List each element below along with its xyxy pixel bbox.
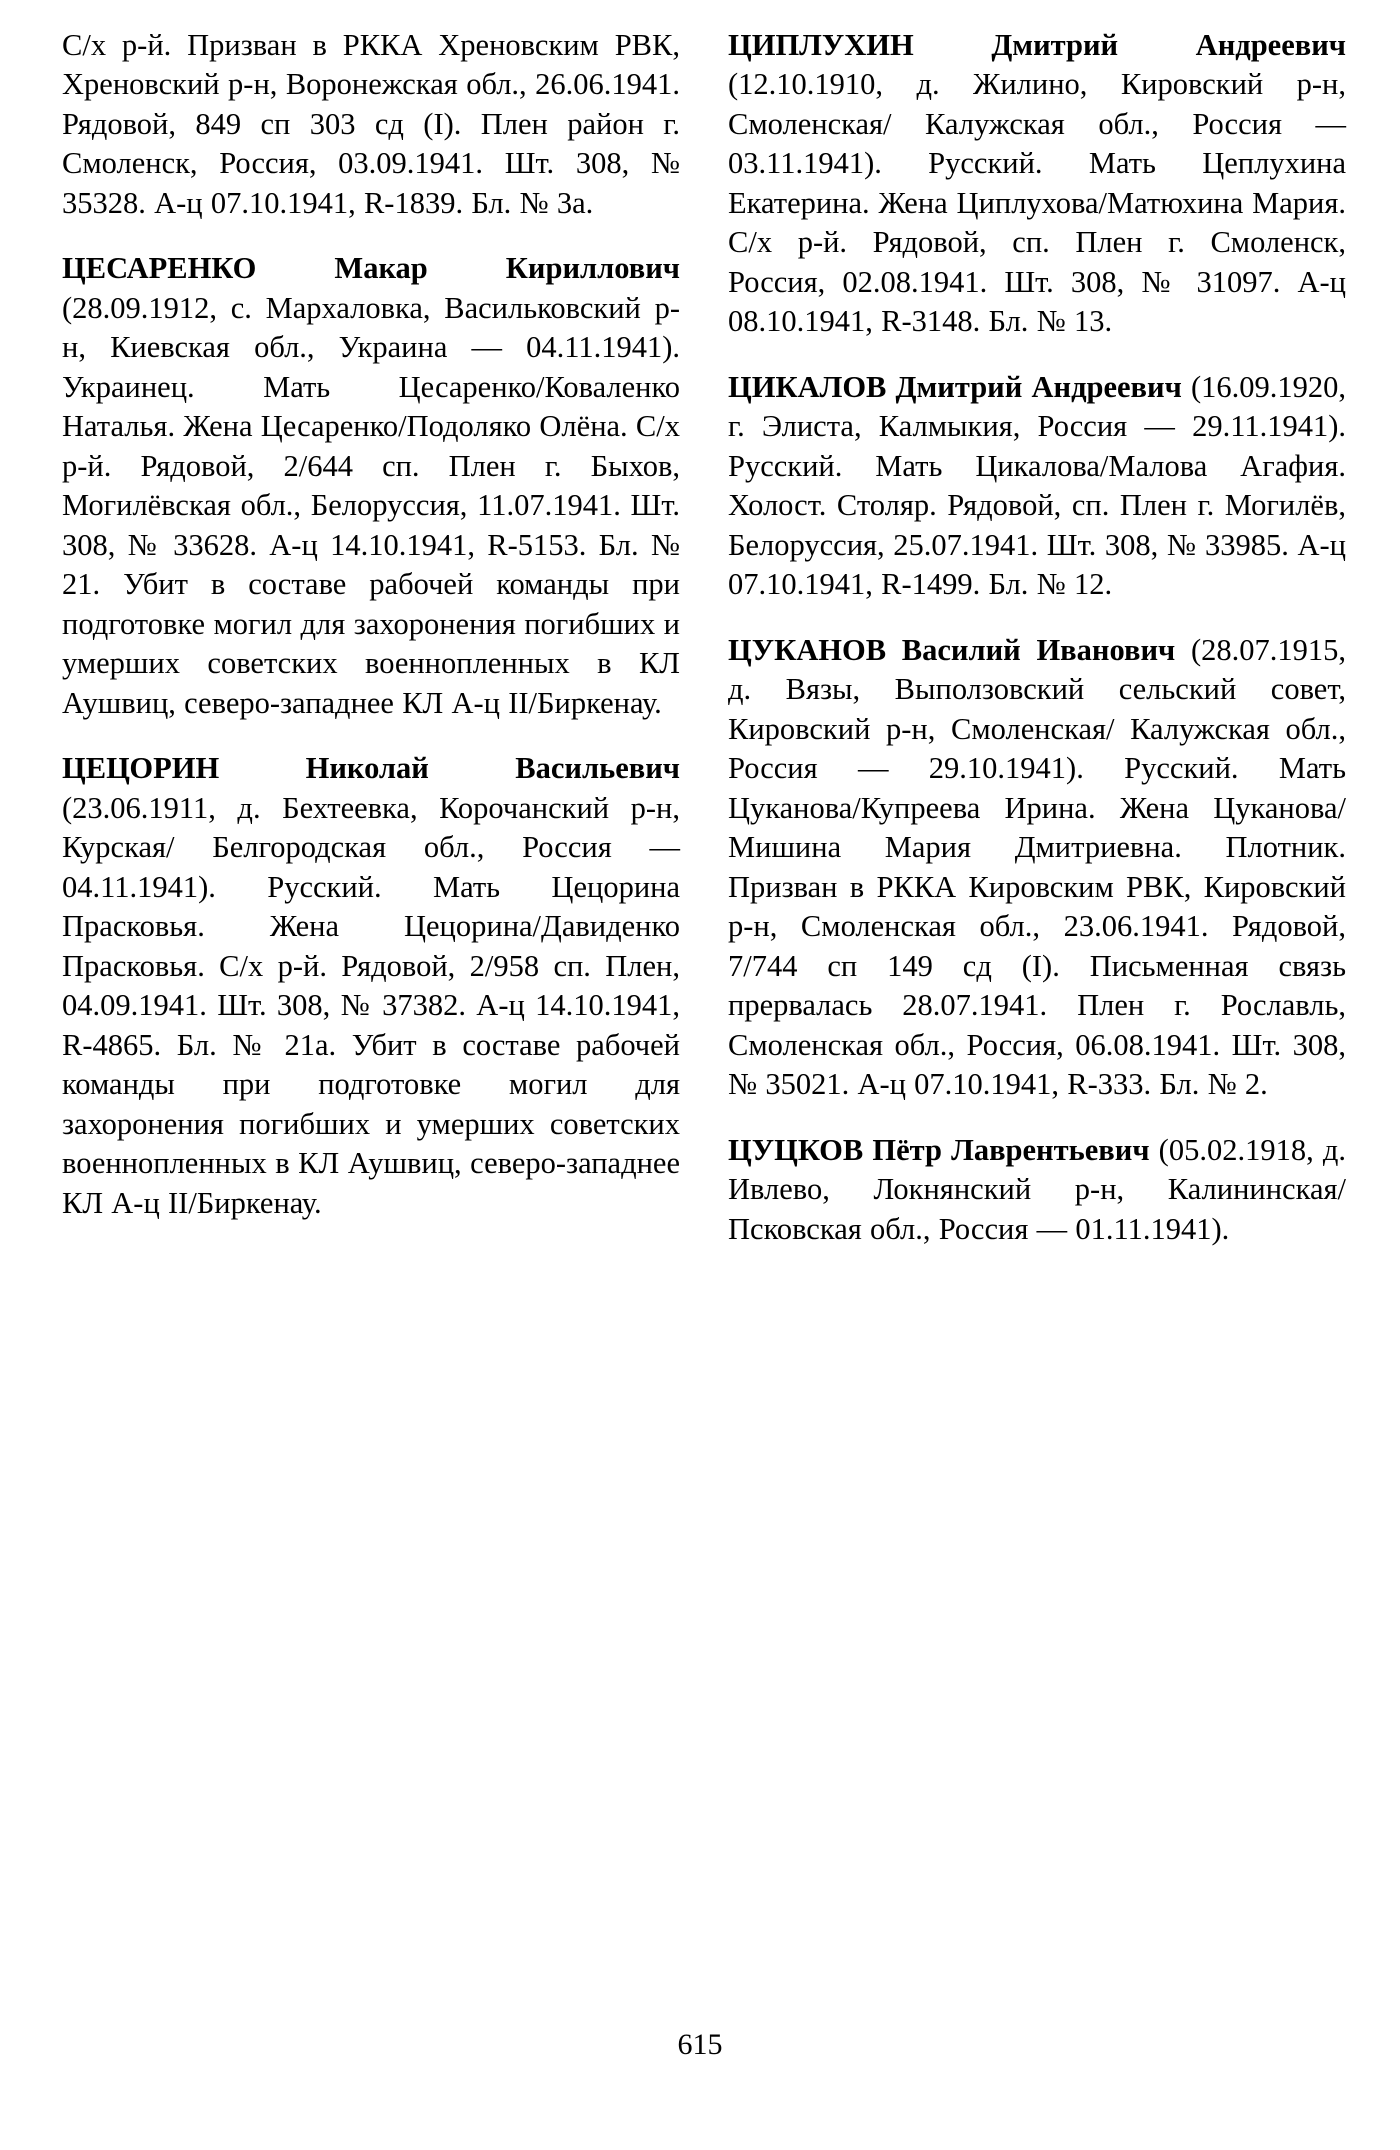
entry-text: (28.07.1915, д. Вязы, Выползовский сельский совет, Кировский р-н, Смоленская/ Калужская обл., Россия — 29.10.1941). Русский. Мать Цуканова/Купреева Ирина. Жена Цуканова/Мишина Мария Дмитриевна. Плотник. Призван в РККА Кировским РВК, Кировский р-н, Смоленская обл., 23.06.1941. Рядовой, 7/744 сп 149 сд (I). Письменная связь прервалась 28.07.1941. Плен г. Рославль, Смоленская обл., Россия, 06.08.1941. Шт. 308, № 35021. А-ц 07.10.1941, R-333. Бл. № 2.	[728, 632, 1346, 1102]
entry-text: (16.09.1920, г. Элиста, Калмыкия, Россия — 29.11.1941). Русский. Мать Цикалова/Малова Агафия. Холост. Столяр. Рядовой, сп. Плен г. Могилёв, Белоруссия, 25.07.1941. Шт. 308, № 33985. А-ц 07.10.1941, R-1499. Бл. № 12.	[728, 369, 1346, 602]
entry-text: (23.06.1911, д. Бехтеевка, Корочанский р-н, Курская/ Белгородская обл., Россия — 04.11.1941). Русский. Мать Цецорина Прасковья. Жена Цецорина/Давиденко Прасковья. С/х р-й. Рядовой, 2/958 сп. Плен, 04.09.1941. Шт. 308, № 37382. А-ц 14.10.1941, R-4865. Бл. № 21а. Убит в составе рабочей команды при подготовке могил для захоронения погибших и умерших советских военнопленных в КЛ Аушвиц, северо-западнее КЛ А-ц II/Биркенау.	[62, 790, 680, 1220]
entry-text: С/х р-й. Призван в РККА Хреновским РВК, Хреновский р-н, Воронежская обл., 26.06.1941. Рядовой, 849 сп 303 сд (I). Плен район г. Смоленск, Россия, 03.09.1941. Шт. 308, № 35328. А-ц 07.10.1941, R-1839. Бл. № 3а.	[62, 28, 680, 220]
entry-text: (12.10.1910, д. Жилино, Кировский р-н, Смоленская/ Калужская обл., Россия — 03.11.1941). Русский. Мать Цеплухина Екатерина. Жена Циплухова/Матюхина Мария. С/х р-й. Рядовой, сп. Плен г. Смоленск, Россия, 02.08.1941. Шт. 308, № 31097. А-ц 08.10.1941, R-3148. Бл. № 13.	[728, 67, 1346, 339]
entry-name: ЦЕСАРЕНКО Макар Кириллович	[62, 251, 680, 286]
entry-name: ЦУКАНОВ Василий Иванович	[728, 632, 1176, 667]
entry-text: (05.02.1918, д. Ивлево, Локнянский р-н, Калининская/ Псковская обл., Россия — 01.11.1941).	[728, 1132, 1346, 1246]
entry-text: (28.09.1912, с. Мархаловка, Васильковский р-н, Киевская обл., Украина — 04.11.1941). Украинец. Мать Цесаренко/Коваленко Наталья. Жена Цесаренко/Подоляко Олёна. С/х р-й. Рядовой, 2/644 сп. Плен г. Быхов, Могилёвская обл., Белоруссия, 11.07.1941. Шт. 308, № 33628. А-ц 14.10.1941, R-5153. Бл. № 21. Убит в составе рабочей команды при подготовке могил для захоронения погибших и умерших советских военнопленных в КЛ Аушвиц, северо-западнее КЛ А-ц II/Биркенау.	[62, 290, 680, 720]
entry	[62, 26, 680, 223]
entry	[728, 631, 1346, 1105]
entry	[728, 26, 1346, 342]
entry-name: ЦУЦКОВ Пётр Лаврентьевич	[728, 1132, 1150, 1167]
entry-name: ЦИКАЛОВ Дмитрий Андреевич	[728, 369, 1182, 404]
page-columns	[62, 26, 1347, 2001]
entry	[728, 368, 1346, 605]
page-number: 615	[677, 2028, 723, 2061]
entry	[728, 1131, 1346, 1249]
column-right	[728, 26, 1346, 2001]
entry	[62, 749, 680, 1223]
entry-name: ЦЕЦОРИН Николай Васильевич	[62, 751, 680, 786]
entry	[62, 249, 680, 723]
column-left	[62, 26, 680, 2001]
entry-name: ЦИПЛУХИН Дмитрий Андреевич	[728, 28, 1346, 62]
